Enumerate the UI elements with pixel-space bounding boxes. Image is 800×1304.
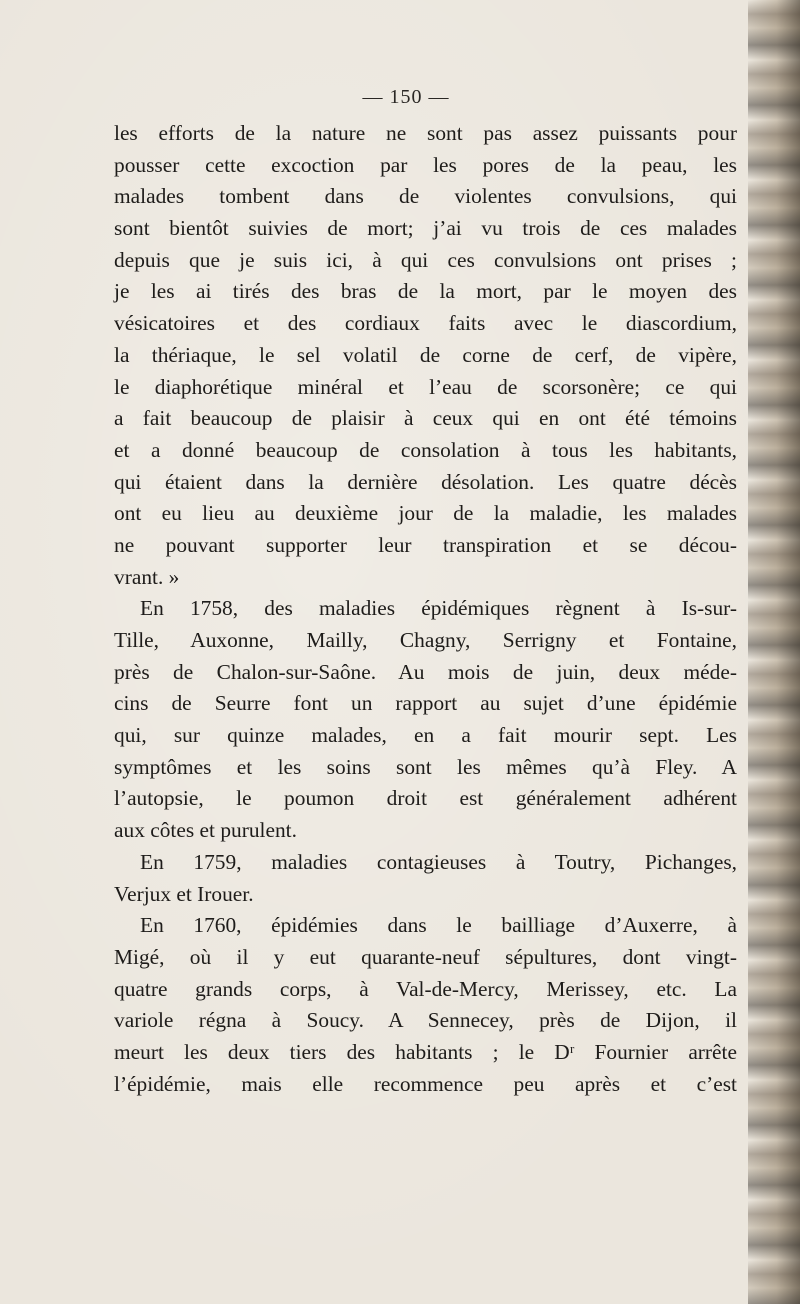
text-line: En 1758, des maladies épidémiques règnent à Is-sur- <box>140 596 737 621</box>
text-line: Verjux et Irouer. <box>114 881 254 906</box>
text-line: sont bientôt suivies de mort; j’ai vu trois de ces malades <box>114 216 737 241</box>
text-line: depuis que je suis ici, à qui ces convulsions ont prises ; <box>114 247 737 272</box>
text-line: le diaphorétique minéral et l’eau de scorsonère; ce qui <box>114 374 737 399</box>
text-line: aux côtes et purulent. <box>114 818 297 843</box>
text-line: quatre grands corps, à Val-de-Mercy, Merissey, etc. La <box>114 976 737 1001</box>
text-line: symptômes et les soins sont les mêmes qu’à Fley. A <box>114 754 737 779</box>
text-line: ont eu lieu au deuxième jour de la maladie, les malades <box>114 501 737 526</box>
text-line: et a donné beaucoup de consolation à tous les habitants, <box>114 437 737 462</box>
text-line: l’autopsie, le poumon droit est généralement adhérent <box>114 786 737 811</box>
text-line: vrant. » <box>114 564 180 589</box>
text-line: près de Chalon-sur-Saône. Au mois de juin, deux méde- <box>114 659 737 684</box>
text-line: pousser cette excoction par les pores de la peau, les <box>114 152 737 177</box>
text-line: malades tombent dans de violentes convulsions, qui <box>114 184 737 209</box>
text-line: la thériaque, le sel volatil de corne de cerf, de vipère, <box>114 342 737 367</box>
text-line: vésicatoires et des cordiaux faits avec le diascordium, <box>114 311 737 336</box>
text-line: a fait beaucoup de plaisir à ceux qui en ont été témoins <box>114 406 737 431</box>
text-line: ne pouvant supporter leur transpiration et se décou- <box>114 532 737 557</box>
text-line: l’épidémie, mais elle recommence peu après et c’est <box>114 1071 737 1096</box>
body-text <box>114 118 737 1100</box>
text-line: meurt les deux tiers des habitants ; le Dʳ Fournier arrête <box>114 1039 737 1064</box>
text-line: je les ai tirés des bras de la mort, par le moyen des <box>114 279 737 304</box>
page-number: — 150 — <box>362 86 450 108</box>
text-line: Tille, Auxonne, Mailly, Chagny, Serrigny et Fontaine, <box>114 628 737 652</box>
text-line: En 1760, épidémies dans le bailliage d’Auxerre, à <box>140 913 737 938</box>
text-line: En 1759, maladies contagieuses à Toutry, Pichanges, <box>140 849 737 874</box>
text-line: qui, sur quinze malades, en a fait mourir sept. Les <box>114 723 737 748</box>
text-line: variole régna à Soucy. A Sennecey, près de Dijon, il <box>114 1008 737 1033</box>
text-line: Migé, où il y eut quarante-neuf sépultures, dont vingt- <box>114 944 737 969</box>
text-line: les efforts de la nature ne sont pas assez puissants pour <box>114 121 737 145</box>
page-edge-shadow <box>748 0 800 1304</box>
text-line: cins de Seurre font un rapport au sujet d’une épidémie <box>114 691 737 716</box>
text-line: qui étaient dans la dernière désolation. Les quatre décès <box>114 469 737 494</box>
